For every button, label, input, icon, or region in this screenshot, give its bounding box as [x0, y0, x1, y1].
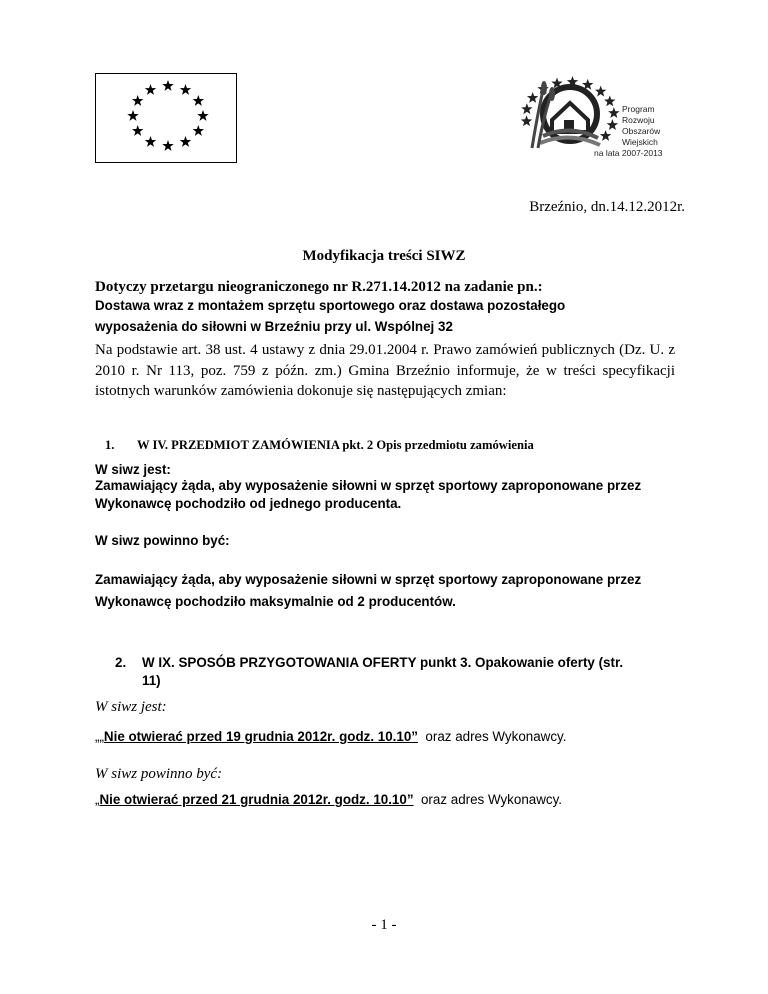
section-2-is-line — [95, 729, 566, 744]
section-1-should-line-2: Wykonawcę pochodziło maksymalnie od 2 producentów. — [95, 594, 456, 609]
place-date: Brzeźnio, dn.14.12.2012r. — [529, 199, 685, 215]
quote-suffix: oraz adres Wykonawcy. — [413, 792, 562, 807]
section-2-should-quote: Nie otwierać przed 21 grudnia 2012r. godz. 10.10” — [99, 792, 414, 807]
eu-star-icon — [180, 136, 191, 147]
section-1-should-label: W siwz powinno być: — [95, 533, 230, 548]
section-2-should-line — [95, 792, 562, 807]
eu-star-icon — [127, 110, 138, 121]
task-name-line-2: wyposażenia do siłowni w Brzeźniu przy ul. Wspólnej 32 — [95, 319, 453, 334]
section-2-should-label: W siwz powinno być: — [95, 766, 223, 782]
eu-star-icon — [193, 125, 204, 136]
logo-star-icon — [595, 86, 606, 97]
section-1-number: 1. — [105, 438, 115, 452]
eu-star-icon — [162, 80, 173, 91]
logo-line-3: Obszarów — [622, 126, 661, 136]
section-2-heading-line-1: W IX. SPOSÓB PRZYGOTOWANIA OFERTY punkt 3. Opakowanie oferty (str. — [142, 655, 624, 670]
eu-star-icon — [180, 84, 191, 95]
section-2-is-quote: Nie otwierać przed 19 grudnia 2012r. godz. 10.10” — [103, 729, 418, 744]
logo-line-5: na lata 2007-2013 — [594, 148, 663, 158]
eu-star-icon — [132, 95, 143, 106]
section-1-is-line-1: Zamawiający żąda, aby wyposażenie siłowni w sprzęt sportowy zaproponowane przez — [95, 478, 642, 493]
eu-star-icon — [162, 140, 173, 151]
logo-star-icon — [521, 115, 532, 126]
eu-star-icon — [193, 95, 204, 106]
quote-prefix: „ — [95, 792, 100, 807]
eu-flag-icon — [95, 73, 237, 163]
logo-star-icon — [608, 107, 619, 118]
section-1-heading — [105, 438, 534, 453]
section-1-heading-text: W IV. PRZEDMIOT ZAMÓWIENIA pkt. 2 Opis przedmiotu zamówienia — [137, 438, 534, 452]
page-number: - 1 - — [371, 917, 397, 933]
logo-star-icon — [521, 103, 532, 114]
section-1-should-line-1: Zamawiający żąda, aby wyposażenie siłowni w sprzęt sportowy zaproponowane przez — [95, 572, 642, 587]
section-2-is-label: W siwz jest: — [95, 699, 167, 715]
eu-star-icon — [145, 136, 156, 147]
quote-suffix: oraz adres Wykonawcy. — [417, 729, 567, 744]
eu-stars — [96, 74, 236, 162]
quote-prefix: „„ — [95, 729, 104, 744]
section-2-number: 2. — [115, 655, 127, 670]
prow-logo-icon — [508, 76, 678, 162]
logo-line-1: Program — [622, 104, 655, 114]
intro-paragraph: Na podstawie art. 38 ust. 4 ustawy z dnia 29.01.2004 r. Prawo zamówień publicznych (Dz. U. z 2010 r. Nr 113, poz. 759 z późn. zm.) Gmina Brzeźnio informuje, że w treści specyfikacji istotnych warunków zamówienia dokonuje się następujących zmian: — [95, 342, 675, 399]
section-2-heading-line-2: 11) — [142, 673, 161, 688]
task-name-line-1: Dostawa wraz z montażem sprzętu sportowego oraz dostawa pozostałego — [95, 298, 566, 313]
logo-star-icon — [600, 130, 611, 141]
logo-line-2: Rozwoju — [622, 115, 655, 125]
eu-star-icon — [197, 110, 208, 121]
logo-line-4: Wiejskich — [622, 137, 658, 147]
logo-star-icon — [607, 119, 618, 130]
concern-heading: Dotyczy przetargu nieograniczonego nr R.271.14.2012 na zadanie pn.: — [95, 279, 543, 295]
section-2-heading — [115, 655, 623, 670]
eu-star-icon — [145, 84, 156, 95]
eu-star-icon — [132, 125, 143, 136]
document-title: Modyfikacja treści SIWZ — [302, 248, 466, 264]
logo-star-icon — [604, 95, 615, 106]
section-1-is-line-2: Wykonawcę pochodziło od jednego producenta. — [95, 496, 402, 511]
section-1-is-label: W siwz jest: — [95, 462, 171, 477]
logo-star-icon — [527, 92, 538, 103]
